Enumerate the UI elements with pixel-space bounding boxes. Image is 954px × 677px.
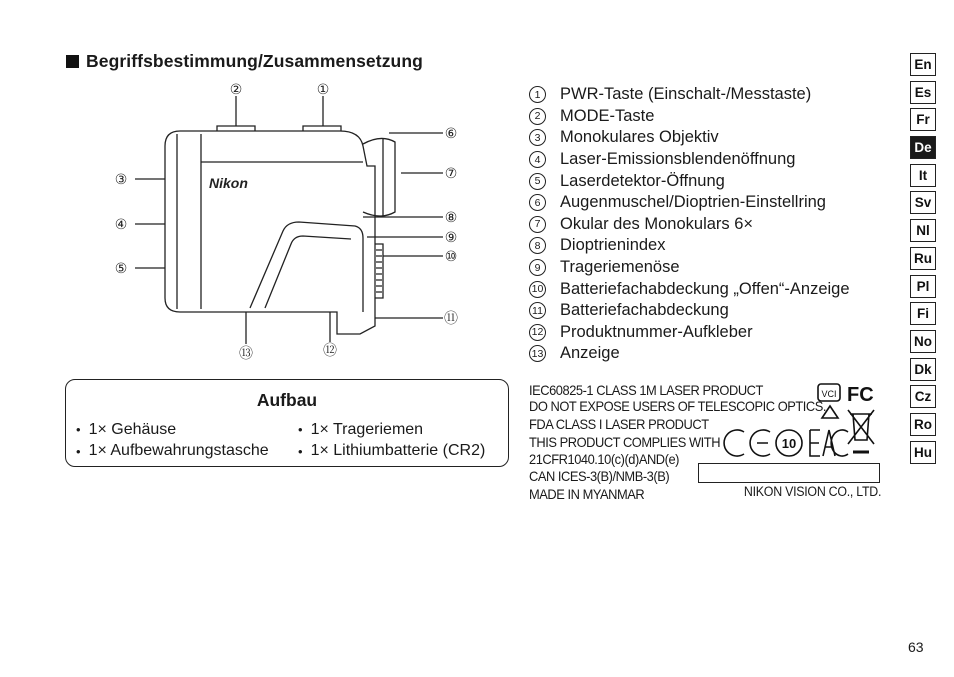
callout-1: ① — [316, 82, 330, 98]
product-diagram — [105, 76, 465, 366]
callout-11: ⑪ — [444, 311, 458, 327]
recycle-icon — [822, 406, 838, 418]
callout-13: ⑬ — [239, 346, 253, 362]
tab-lang-de[interactable]: De — [910, 136, 936, 159]
parts-list — [529, 84, 850, 365]
part-label: Batteriefachabdeckung „Offen“-Anzeige — [560, 279, 850, 298]
part-number: 8 — [529, 237, 546, 254]
part-label: Okular des Monokulars 6× — [560, 214, 754, 233]
part-number: 2 — [529, 108, 546, 125]
part-number: 13 — [529, 345, 546, 362]
part-label: PWR-Taste (Einschalt-/Messtaste) — [560, 85, 812, 104]
part-number: 7 — [529, 216, 546, 233]
part-label: Augenmuschel/Dioptrien-Einstellring — [560, 193, 826, 212]
item-text: • 1× Aufbewahrungstasche — [88, 442, 269, 460]
list-item — [529, 149, 850, 171]
list-item — [298, 441, 485, 463]
tab-lang-es[interactable]: Es — [910, 81, 936, 104]
ce-c-icon — [724, 430, 744, 456]
serial-number-box — [698, 463, 880, 483]
tab-lang-cz[interactable]: Cz — [910, 385, 936, 408]
list-item — [529, 127, 850, 149]
brand-logo: Nikon — [209, 175, 248, 191]
callout-6: ⑥ — [444, 126, 458, 142]
label-line: 21CFR1040.10(c)(d)AND(e) — [529, 451, 680, 467]
callout-10: ⑩ — [444, 249, 458, 265]
grip — [250, 222, 363, 312]
tab-lang-dk[interactable]: Dk — [910, 358, 936, 381]
part-label: Dioptrienindex — [560, 236, 666, 255]
tab-lang-ru[interactable]: Ru — [910, 247, 936, 270]
list-item — [529, 214, 850, 236]
list-item — [529, 106, 850, 128]
tab-lang-ro[interactable]: Ro — [910, 413, 936, 436]
label-line: CAN ICES-3(B)/NMB-3(B) — [529, 468, 670, 484]
language-tabs — [910, 53, 936, 468]
tab-lang-nl[interactable]: Nl — [910, 219, 936, 242]
list-item — [529, 84, 850, 106]
callout-7: ⑦ — [444, 166, 458, 182]
part-label: Laser-Emissionsblendenöffnung — [560, 150, 796, 169]
fcc-logo: FC — [847, 384, 874, 406]
list-item — [529, 322, 850, 344]
callout-9: ⑨ — [444, 230, 458, 246]
label-line: IEC60825-1 CLASS 1M LASER PRODUCT — [529, 382, 763, 398]
item-text: • 1× Gehäuse — [88, 420, 177, 438]
list-item — [529, 278, 850, 300]
grip-inner — [265, 236, 351, 308]
ce-e-icon — [750, 430, 770, 456]
callout-8: ⑧ — [444, 210, 458, 226]
part-number: 11 — [529, 302, 546, 319]
weee-bin-icon — [848, 410, 874, 444]
part-label: Laserdetektor-Öffnung — [560, 171, 725, 190]
part-number: 12 — [529, 324, 546, 341]
rohs-10-text: 10 — [781, 436, 797, 451]
list-item — [529, 343, 850, 365]
eyepiece — [363, 138, 395, 216]
tab-lang-pl[interactable]: Pl — [910, 275, 936, 298]
callout-5: ⑤ — [114, 261, 128, 277]
tab-lang-hu[interactable]: Hu — [910, 441, 936, 464]
heading-square-icon — [66, 55, 79, 68]
manufacturer-name: NIKON VISION CO., LTD. — [743, 484, 881, 499]
vcci-text: VCI — [821, 389, 837, 399]
pwr-button — [303, 126, 341, 131]
list-item — [529, 235, 850, 257]
part-label: Produktnummer-Aufkleber — [560, 322, 753, 341]
contents-right-column — [298, 419, 485, 462]
part-label: MODE-Taste — [560, 106, 655, 125]
part-number: 10 — [529, 281, 546, 298]
callout-12: ⑫ — [323, 343, 337, 359]
tab-lang-en[interactable]: En — [910, 53, 936, 76]
tab-lang-fi[interactable]: Fi — [910, 302, 936, 325]
certification-marks — [720, 380, 885, 462]
list-item — [529, 192, 850, 214]
list-item — [529, 300, 850, 322]
list-item — [529, 257, 850, 279]
list-item — [529, 170, 850, 192]
part-number: 3 — [529, 129, 546, 146]
tab-lang-no[interactable]: No — [910, 330, 936, 353]
list-item — [76, 441, 269, 463]
page-number: 63 — [908, 639, 924, 655]
label-line: THIS PRODUCT COMPLIES WITH — [529, 434, 721, 450]
label-line: FDA CLASS I LASER PRODUCT — [529, 416, 709, 432]
item-text: • 1× Lithiumbatterie (CR2) — [310, 442, 486, 460]
part-number: 6 — [529, 194, 546, 211]
eac-icon — [810, 430, 848, 456]
label-line: DO NOT EXPOSE USERS OF TELESCOPIC OPTICS. — [529, 398, 827, 414]
callout-2: ② — [229, 82, 243, 98]
contents-box — [65, 379, 509, 467]
heading-text: Begriffsbestimmung/Zusammensetzung — [86, 51, 423, 71]
tab-lang-it[interactable]: It — [910, 164, 936, 187]
item-text: • 1× Trageriemen — [310, 420, 424, 438]
mode-button — [217, 126, 255, 131]
list-item — [76, 419, 269, 441]
contents-left-column — [76, 419, 269, 462]
part-number: 9 — [529, 259, 546, 276]
tab-lang-fr[interactable]: Fr — [910, 108, 936, 131]
part-label: Anzeige — [560, 344, 620, 363]
contents-title: Aufbau — [256, 390, 318, 410]
battery-ribs — [376, 250, 382, 292]
product-label-plate — [527, 380, 887, 505]
part-label: Batteriefachabdeckung — [560, 301, 729, 320]
part-number: 5 — [529, 173, 546, 190]
part-number: 1 — [529, 86, 546, 103]
list-item — [298, 419, 485, 441]
section-heading — [66, 51, 423, 72]
part-label: Monokulares Objektiv — [560, 128, 719, 147]
part-label: Trageriemenöse — [560, 258, 680, 277]
battery-cover — [375, 244, 383, 298]
part-number: 4 — [529, 151, 546, 168]
callout-4: ④ — [114, 217, 128, 233]
callout-3: ③ — [114, 172, 128, 188]
tab-lang-sv[interactable]: Sv — [910, 191, 936, 214]
label-line: MADE IN MYANMAR — [529, 486, 645, 502]
